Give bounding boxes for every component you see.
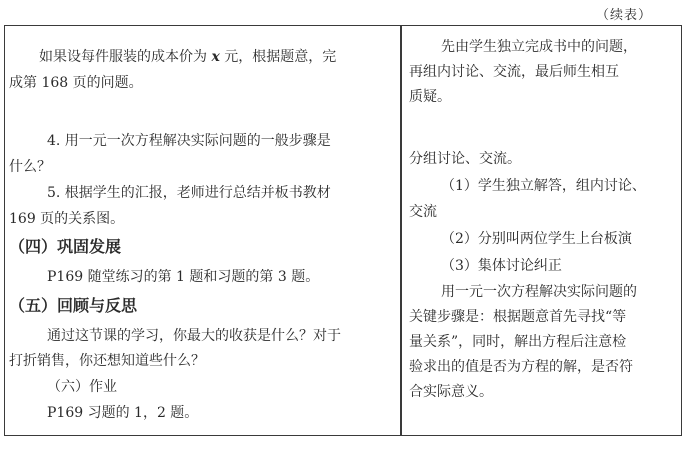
left-para-1-line-2: 成第 168 页的问题。 xyxy=(9,75,143,91)
column-divider xyxy=(400,26,402,435)
left-step-4-line-2: 什么？ xyxy=(9,159,51,175)
left-step-5-line-1: 5. 根据学生的汇报，老师进行总结并板书教材 xyxy=(47,185,331,201)
right-para-1-line-3: 质疑。 xyxy=(409,89,451,105)
left-homework-text: P169 习题的 1，2 题。 xyxy=(47,405,199,421)
right-item-3: （3）集体讨论纠正 xyxy=(441,258,562,274)
continued-label: （续表） xyxy=(596,8,653,23)
right-summary-line-1: 用一元一次方程解决实际问题的 xyxy=(441,284,637,300)
section-heading-consolidate: （四）巩固发展 xyxy=(9,237,122,256)
right-para-1-line-1: 先由学生独立完成书中的问题， xyxy=(441,39,637,55)
left-para-1-text-b: 元，根据题意，完 xyxy=(224,49,337,65)
lesson-table xyxy=(4,25,682,436)
right-item-2: （2）分别叫两位学生上台板演 xyxy=(441,231,632,247)
left-step-5-line-2: 169 页的关系图。 xyxy=(9,211,125,227)
left-review-line-1: 通过这节课的学习，你最大的收获是什么？对于 xyxy=(47,328,341,344)
right-summary-line-4: 验求出的值是否为方程的解，是否符 xyxy=(409,359,633,375)
section-heading-homework: （六）作业 xyxy=(47,379,117,395)
right-summary-line-5: 合实际意义。 xyxy=(409,384,493,400)
section-heading-review: （五）回顾与反思 xyxy=(9,296,138,315)
right-item-1-line-1: （1）学生独立解答，组内讨论、 xyxy=(441,178,646,194)
right-summary-line-3: 量关系”，同时，解出方程后注意检 xyxy=(409,334,627,350)
left-para-1-text-a: 如果设每件服装的成本价为 xyxy=(39,49,207,65)
left-step-4-line-1: 4. 用一元一次方程解决实际问题的一般步骤是 xyxy=(47,133,331,149)
left-practice-text: P169 随堂练习的第 1 题和习题的第 3 题。 xyxy=(47,269,320,285)
left-para-1-line-1 xyxy=(39,48,336,66)
right-group-discuss: 分组讨论、交流。 xyxy=(409,151,521,167)
right-para-1-line-2: 再组内讨论、交流，最后师生相互 xyxy=(409,64,619,80)
right-summary-line-2: 关键步骤是：根据题意首先寻找“等 xyxy=(409,309,627,325)
variable-x: x xyxy=(211,49,220,65)
right-item-1-line-2: 交流 xyxy=(409,204,437,220)
left-review-line-2: 打折销售，你还想知道些什么？ xyxy=(9,353,205,369)
